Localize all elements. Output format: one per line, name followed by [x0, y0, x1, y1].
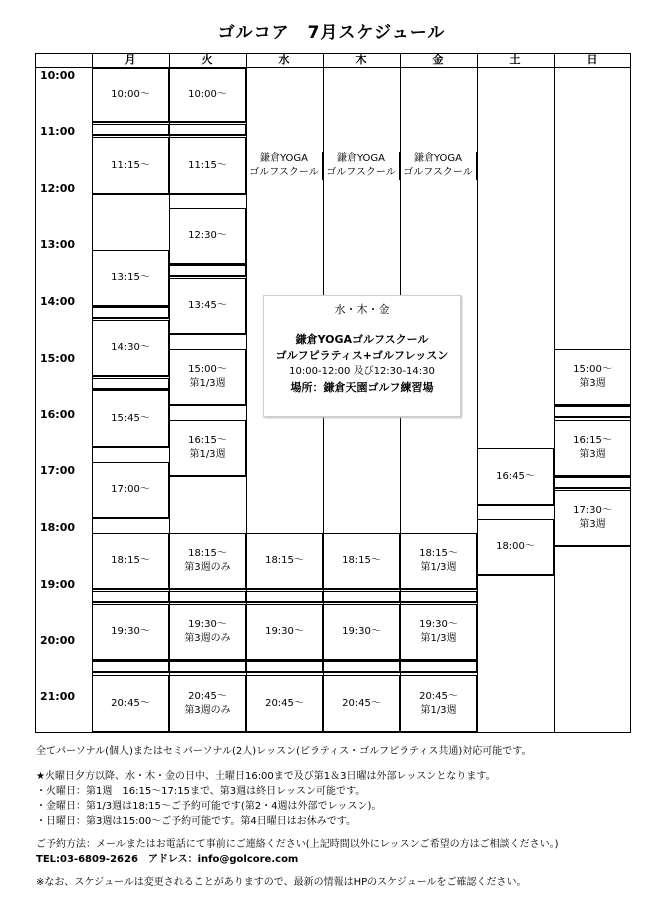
- break-bar: [92, 591, 169, 603]
- slot-week: 第3週: [579, 519, 606, 530]
- lesson-slot[interactable]: [92, 675, 169, 733]
- lesson-slot[interactable]: [400, 675, 477, 733]
- slot-time: 17:30～: [573, 505, 612, 516]
- lesson-slot[interactable]: [92, 250, 169, 307]
- lesson-slot[interactable]: [169, 208, 246, 265]
- yoga-label: 鎌倉YOGA: [413, 153, 463, 164]
- break-bar: [169, 265, 246, 277]
- lesson-slot[interactable]: [169, 604, 246, 661]
- slot-time: 20:45～: [419, 690, 458, 702]
- slot-time: 13:15～: [111, 272, 150, 283]
- lesson-slot[interactable]: [92, 68, 169, 123]
- break-bar: [323, 591, 400, 603]
- slot-time: 15:00～: [188, 364, 227, 375]
- slot-time: 12:30～: [188, 230, 227, 241]
- lesson-slot[interactable]: [554, 349, 631, 406]
- lesson-slot[interactable]: [323, 533, 400, 590]
- break-bar: [169, 661, 246, 673]
- day-header-sat: 土: [509, 53, 521, 66]
- lesson-slot[interactable]: [246, 533, 323, 590]
- slot-week: 第3週のみ: [184, 633, 231, 644]
- hour-label: 15:00: [40, 352, 76, 365]
- break-bar: [92, 661, 169, 673]
- note-line: ・金曜日：第1/3週は18:15～ご予約可能です(第2・4週は外部でレッスン)。: [36, 801, 382, 812]
- lesson-slot[interactable]: [169, 675, 246, 733]
- page-title: ゴルコア 7月スケジュール: [217, 23, 446, 43]
- lesson-slot[interactable]: [477, 448, 554, 506]
- slot-time: 16:15～: [573, 435, 612, 446]
- slot-week: 第1/3週: [189, 378, 226, 389]
- lesson-slot[interactable]: [92, 533, 169, 590]
- slot-time: 20:45～: [342, 697, 381, 709]
- lesson-slot[interactable]: [400, 604, 477, 661]
- slot-week: 第3週のみ: [184, 562, 231, 573]
- lesson-slot[interactable]: [92, 604, 169, 661]
- slot-time: 18:15～: [265, 555, 304, 566]
- lesson-slot[interactable]: [92, 320, 169, 377]
- hour-label: 14:00: [40, 295, 76, 308]
- slot-time: 19:30～: [188, 619, 227, 630]
- hour-label: 17:00: [40, 464, 76, 477]
- slot-time: 18:15～: [188, 548, 227, 559]
- note-line: ・日曜日：第3週は15:00～ご予約可能です。第4日曜日はお休みです。: [36, 816, 356, 827]
- yoga-label: 鎌倉YOGA: [336, 153, 386, 164]
- slot-week: 第1/3週: [420, 562, 457, 573]
- slot-time: 20:45～: [111, 697, 150, 709]
- slot-time: 20:45～: [188, 690, 227, 702]
- break-bar: [169, 591, 246, 603]
- slot-time: 19:30～: [342, 626, 381, 637]
- hour-label: 20:00: [40, 634, 76, 647]
- break-bar: [92, 307, 169, 319]
- yoga-label: ゴルフスクール: [403, 167, 473, 178]
- yoga-block: [323, 152, 400, 180]
- slot-week: 第3週のみ: [184, 704, 231, 716]
- hour-label: 18:00: [40, 521, 76, 534]
- note-line: ご予約方法：メールまたはお電話にて事前にご連絡ください(上記時間以外にレッスンご希望の方はご相談ください。): [36, 839, 559, 850]
- info-days: 水・木・金: [334, 303, 390, 316]
- day-header-fri: 金: [432, 53, 444, 66]
- note-line: 全てパーソナル(個人)またはセミパーソナル(2人)レッスン(ピラティス・ゴルフピラティス共通)対応可能です。: [36, 746, 532, 757]
- yoga-block: [246, 152, 323, 180]
- yoga-label: ゴルフスクール: [249, 167, 319, 178]
- column-divider: [477, 54, 478, 732]
- slot-time: 17:00～: [111, 484, 150, 495]
- slot-time: 10:00～: [111, 89, 150, 100]
- lesson-slot[interactable]: [554, 420, 631, 477]
- slot-time: 18:00～: [496, 541, 535, 552]
- slot-time: 20:45～: [265, 697, 304, 709]
- break-bar: [554, 477, 631, 489]
- yoga-label: ゴルフスクール: [326, 167, 396, 178]
- hour-label: 16:00: [40, 408, 76, 421]
- break-bar: [400, 661, 477, 673]
- slot-time: 19:30～: [419, 619, 458, 630]
- spacer: [36, 829, 646, 837]
- contact-line: TEL:03-6809-2626 アドレス：info@golcore.com: [36, 854, 299, 865]
- info-hours: 10:00-12:00 及び12:30-14:30: [289, 366, 435, 377]
- yoga-block: [400, 152, 477, 180]
- break-bar: [554, 406, 631, 418]
- slot-time: 11:15～: [111, 159, 150, 171]
- lesson-slot[interactable]: [169, 68, 246, 123]
- slot-time: 19:30～: [265, 626, 304, 637]
- slot-time: 18:15～: [419, 548, 458, 559]
- slot-time: 18:15～: [342, 555, 381, 566]
- info-place: 場所：鎌倉天園ゴルフ練習場: [290, 381, 434, 394]
- slot-time: 11:15～: [188, 159, 227, 171]
- info-course: ゴルフピラティス+ゴルフレッスン: [275, 349, 449, 362]
- slot-week: 第3週: [579, 378, 606, 389]
- break-bar: [92, 378, 169, 390]
- slot-week: 第3週: [579, 449, 606, 460]
- hour-label: 11:00: [40, 125, 76, 138]
- slot-time: 15:00～: [573, 364, 612, 375]
- lesson-slot[interactable]: [323, 675, 400, 733]
- lesson-slot[interactable]: [169, 137, 246, 195]
- slot-week: 第1/3週: [189, 449, 226, 460]
- hour-label: 19:00: [40, 578, 76, 591]
- lesson-slot[interactable]: [169, 420, 246, 477]
- slot-time: 16:45～: [496, 470, 535, 482]
- slot-time: 18:15～: [111, 555, 150, 566]
- spacer: [36, 867, 646, 875]
- break-bar: [246, 661, 323, 673]
- lesson-slot[interactable]: [554, 490, 631, 547]
- break-bar: [169, 124, 246, 136]
- break-bar: [400, 591, 477, 603]
- slot-time: 14:30～: [111, 342, 150, 353]
- slot-time: 15:45～: [111, 412, 150, 424]
- break-bar: [92, 124, 169, 136]
- note-line: ★火曜日夕方以降、水・木・金の日中、土曜日16:00まで及び第1＆3日曜は外部レッスンとなります。: [36, 771, 496, 782]
- break-bar: [323, 661, 400, 673]
- hour-label: 21:00: [40, 690, 76, 703]
- spacer: [36, 759, 646, 769]
- slot-time: 19:30～: [111, 626, 150, 637]
- hour-label: 10:00: [40, 69, 76, 82]
- note-line: ・火曜日：第1週 16:15～17:15まで、第3週は終日レッスン可能です。: [36, 786, 366, 797]
- day-header-mon: 月: [124, 53, 136, 66]
- lesson-slot[interactable]: [477, 519, 554, 576]
- lesson-slot[interactable]: [169, 533, 246, 590]
- notes-section: [36, 744, 646, 890]
- slot-time: 16:15～: [188, 435, 227, 446]
- yoga-info-box: [263, 295, 461, 417]
- lesson-slot[interactable]: [169, 349, 246, 406]
- lesson-slot[interactable]: [92, 390, 169, 448]
- day-header-thu: 木: [355, 53, 367, 66]
- spacer: [264, 318, 460, 332]
- slot-week: 第1/3週: [420, 633, 457, 644]
- lesson-slot[interactable]: [246, 604, 323, 661]
- slot-time: 13:45～: [188, 300, 227, 311]
- lesson-slot[interactable]: [323, 604, 400, 661]
- yoga-label: 鎌倉YOGA: [259, 153, 309, 164]
- hour-label: 12:00: [40, 182, 76, 195]
- day-header-sun: 日: [586, 53, 598, 66]
- lesson-slot[interactable]: [400, 533, 477, 590]
- slot-week: 第1/3週: [420, 704, 457, 716]
- hour-label: 13:00: [40, 238, 76, 251]
- lesson-slot[interactable]: [169, 278, 246, 335]
- day-header-wed: 水: [278, 53, 290, 66]
- day-header-tue: 火: [201, 53, 213, 66]
- slot-time: 10:00～: [188, 89, 227, 100]
- lesson-slot[interactable]: [246, 675, 323, 733]
- lesson-slot[interactable]: [92, 462, 169, 519]
- lesson-slot[interactable]: [92, 137, 169, 195]
- break-bar: [246, 591, 323, 603]
- info-school: 鎌倉YOGAゴルフスクール: [295, 333, 429, 346]
- note-line: ※なお、スケジュールは変更されることがありますので、最新の情報はHPのスケジュールをご確認ください。: [36, 877, 527, 888]
